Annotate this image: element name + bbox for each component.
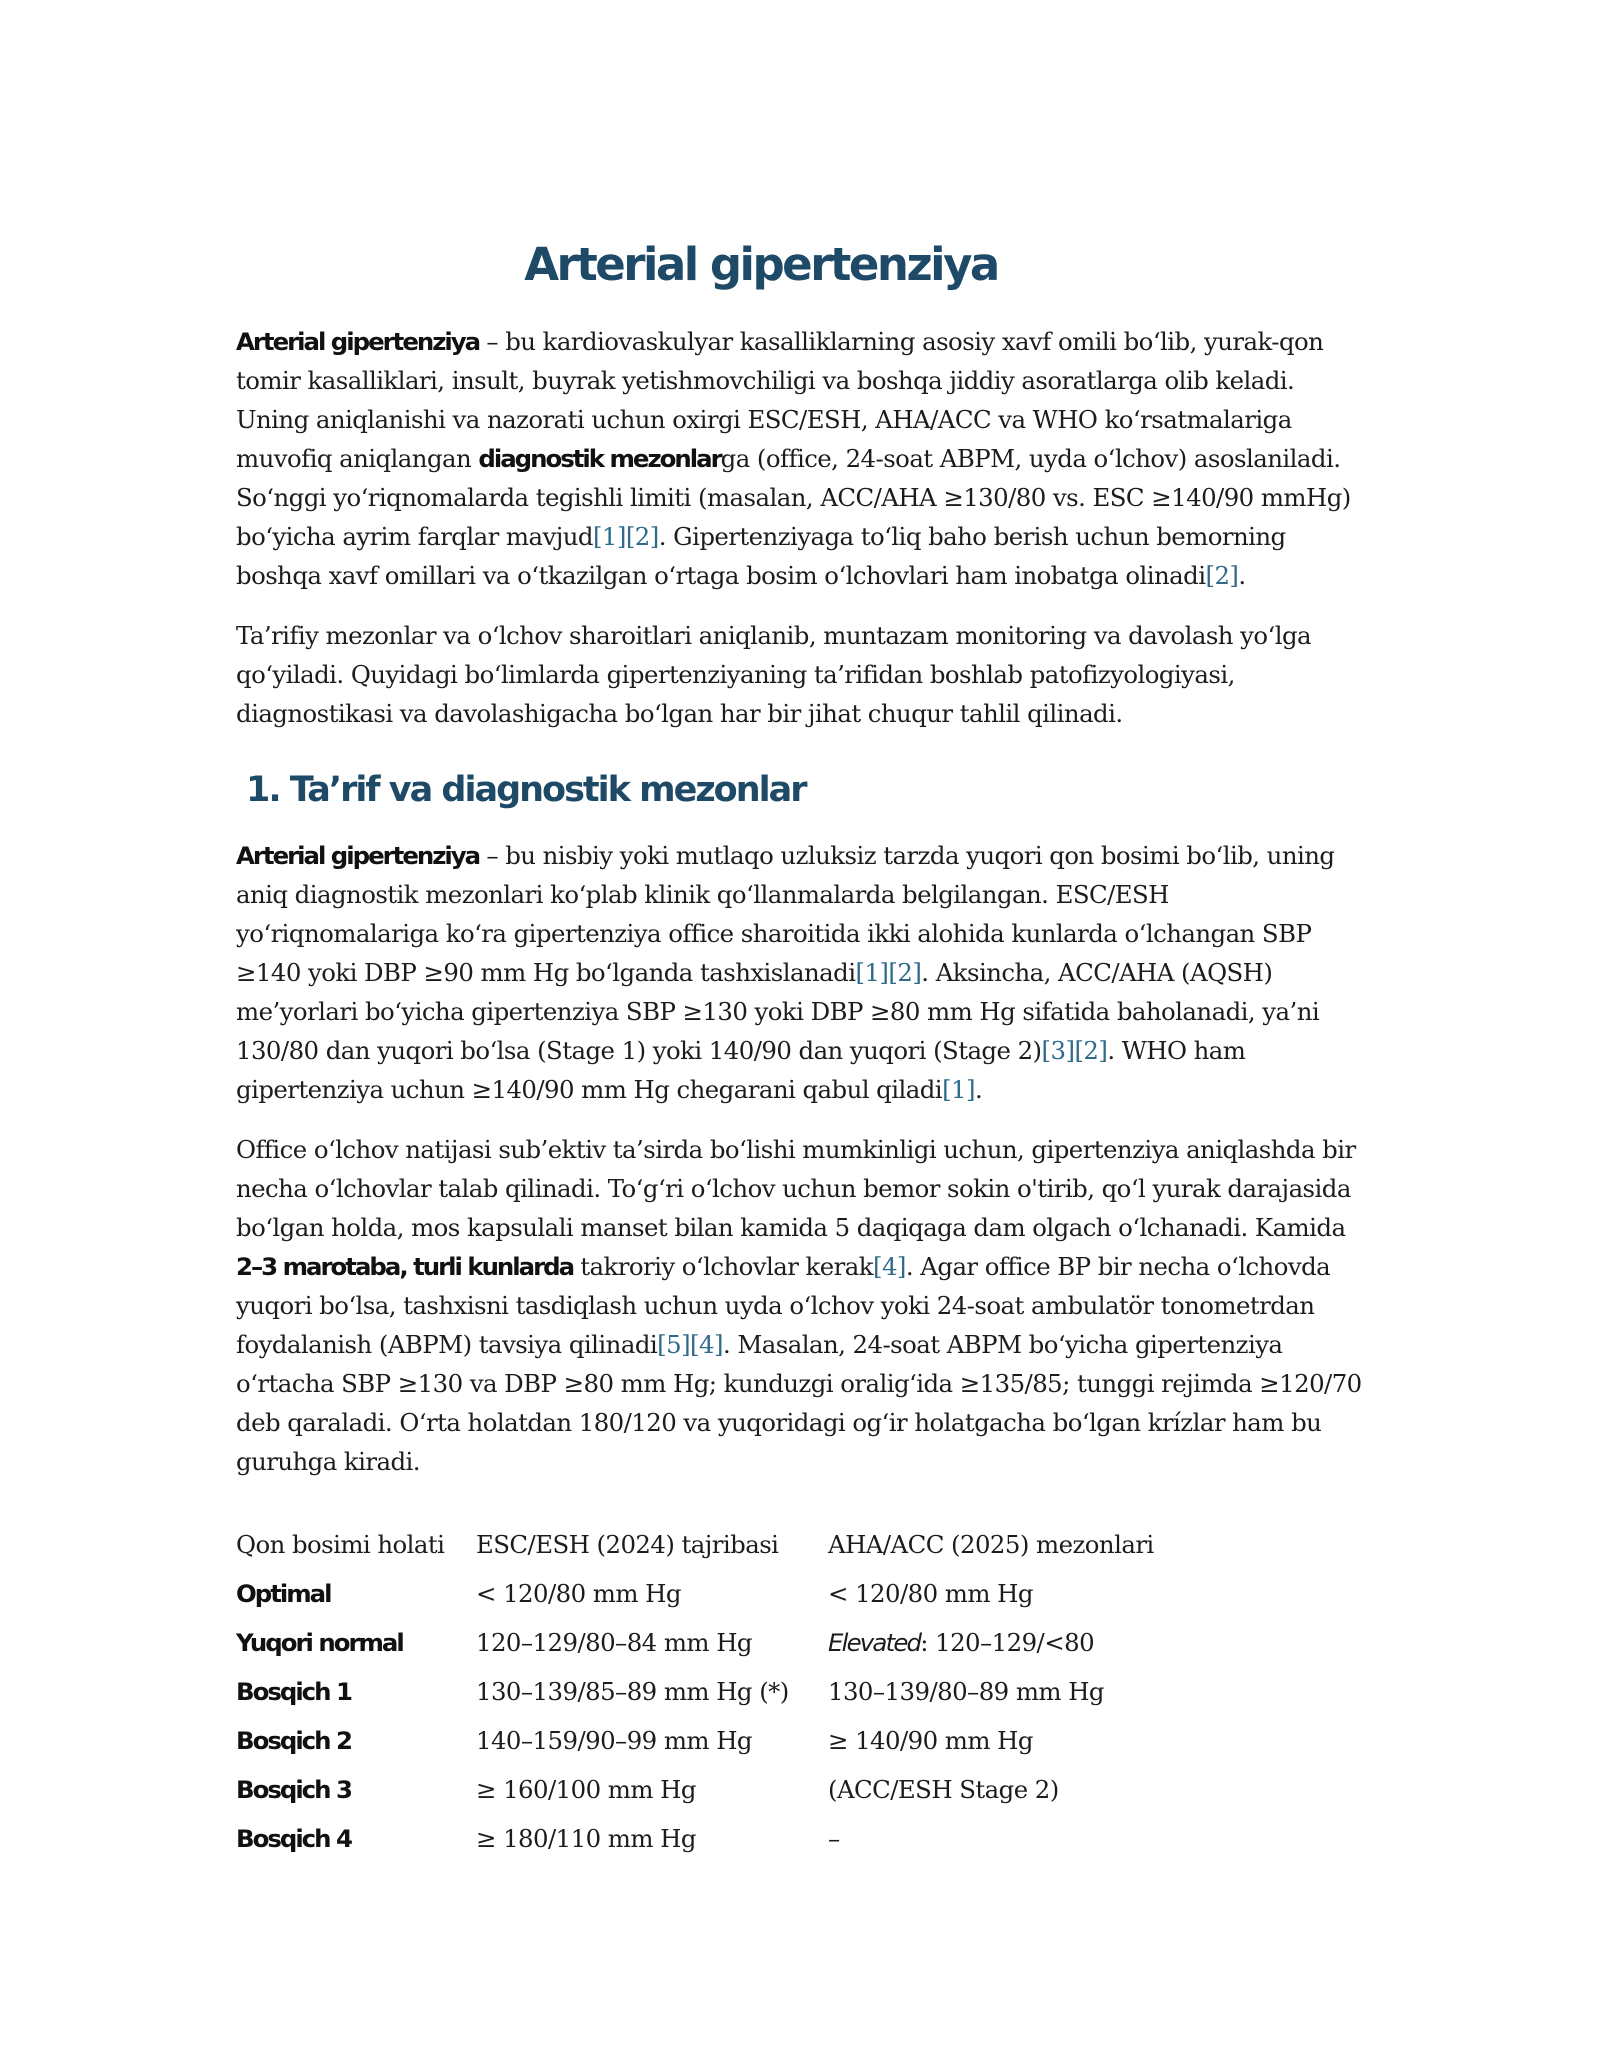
aha-cell: [828, 1814, 1188, 1863]
aha-cell: [828, 1569, 1188, 1618]
text-run: . Gipertenziyaga to‘liq baho berish uchun bemorning boshqa xavf omillari va o‘tkazilgan o‘rtaga bosim o‘lchovlari ham inobatga olinadi: [236, 522, 1286, 590]
citation-link[interactable]: [2]: [1074, 1036, 1108, 1065]
stage-cell: Bosqich 4: [236, 1824, 351, 1853]
stage-cell: Yuqori normal: [236, 1628, 403, 1657]
esc-cell: 130–139/85–89 mm Hg (*): [476, 1677, 789, 1706]
table-row: [236, 1814, 1188, 1863]
text-run: takroriy o‘lchovlar kerak: [573, 1252, 873, 1281]
bp-classification-table: [236, 1520, 1188, 1863]
citation-link[interactable]: [1]: [942, 1075, 975, 1104]
text-run: – bu nisbiy yoki mutlaqo uzluksiz tarzda yuqori qon bosimi bo‘lib, uning aniq diagnostik mezonlari ko‘plab klinik qo‘llanmalarda belgilangan. ESC/ESH yo‘riqnomalariga ko‘ra gipertenziya office sharoitida ikki alohida kunlarda o‘lchangan SBP ≥140 yoki DBP ≥90 mm Hg bo‘lganda tashxislanadi: [236, 841, 1335, 987]
esc-cell: ≥ 160/100 mm Hg: [476, 1775, 696, 1804]
column-header: ESC/ESH (2024) tajribasi: [476, 1530, 779, 1559]
aha-value: 130–139/80–89 mm Hg: [828, 1677, 1104, 1706]
aha-cell: [828, 1667, 1188, 1716]
intro-paragraph-2: Ta’rifiy mezonlar va o‘lchov sharoitlari aniqlanib, muntazam monitoring va davolash yo‘lga qo‘yiladi. Quyidagi bo‘limlarda gipertenziyaning ta’rifidan boshlab patofizyologiyasi, diagnostikasi va davolashigacha bo‘lgan har bir jihat chuqur tahlil qilinadi.: [236, 621, 1312, 728]
table-row: [236, 1667, 1188, 1716]
citation-link[interactable]: [1]: [855, 958, 889, 987]
aha-value: < 120/80 mm Hg: [828, 1579, 1033, 1608]
esc-cell: < 120/80 mm Hg: [476, 1579, 681, 1608]
table-row: [236, 1569, 1188, 1618]
text-run: . WHO ham gipertenziya uchun ≥140/90 mm Hg chegarani qabul qiladi: [236, 1036, 1246, 1104]
text-run: .: [1238, 561, 1246, 590]
text-run: ga (office, 24-soat ABPM, uyda o‘lchov) asoslaniladi. So‘nggi yo‘riqnomalarda tegishli limiti (masalan, ACC/AHA ≥130/80 vs. ESC ≥140/90 mmHg) bo‘yicha ayrim farqlar mavjud: [236, 444, 1351, 551]
table-row: [236, 1716, 1188, 1765]
table-row: [236, 1765, 1188, 1814]
aha-cell: [828, 1716, 1188, 1765]
aha-emphasis: Elevated: [828, 1628, 921, 1657]
aha-value: –: [828, 1824, 840, 1853]
table-row: [236, 1618, 1188, 1667]
aha-value: : 120–129/<80: [920, 1628, 1095, 1657]
table-header-row: [236, 1520, 1188, 1569]
text-run: – bu kardiovaskulyar kasalliklarning asosiy xavf omili bo‘lib, yurak-qon tomir kasalliklari, insult, buyrak yetishmovchiligi va boshqa jiddiy asoratlarga olib keladi. Uning aniqlanishi va nazorati uchun oxirgi ESC/ESH, AHA/ACC va WHO ko‘rsatmalariga muvofiq aniqlangan: [236, 327, 1324, 473]
section1-paragraph-2: [236, 1130, 1366, 1481]
citation-link[interactable]: [1]: [592, 522, 626, 551]
section1-paragraph-1: [236, 836, 1366, 1109]
text-run: . Masalan, 24-soat ABPM bo‘yicha gipertenziya o‘rtacha SBP ≥130 va DBP ≥80 mm Hg; kunduzgi oralig‘ida ≥135/85; tunggi rejimda ≥120/70 deb qaraladi. O‘rta holatdan 180/120 va yuqoridagi og‘ir holatgacha bo‘lgan krízlar ham bu guruhga kiradi.: [236, 1330, 1362, 1476]
citation-link[interactable]: [4]: [690, 1330, 723, 1359]
aha-cell: [828, 1618, 1188, 1667]
term-diagnostik-mezonlar: diagnostik mezonlar: [478, 444, 721, 473]
citation-link[interactable]: [3]: [1041, 1036, 1075, 1065]
citation-link[interactable]: [5]: [657, 1330, 691, 1359]
column-header: AHA/ACC (2025) mezonlari: [828, 1530, 1154, 1559]
intro-paragraph-1: [236, 322, 1366, 595]
citation-link[interactable]: [2]: [888, 958, 922, 987]
text-run: . Aksincha, ACC/AHA (AQSH) me’yorlari bo‘yicha gipertenziya SBP ≥130 yoki DBP ≥80 mm Hg sifatida baholanadi, ya’ni 130/80 dan yuqori bo‘lsa (Stage 1) yoki 140/90 dan yuqori (Stage 2): [236, 958, 1320, 1065]
stage-cell: Optimal: [236, 1579, 331, 1608]
section-heading: 1. Ta’rif va diagnostik mezonlar: [246, 770, 806, 810]
column-header: Qon bosimi holati: [236, 1530, 445, 1559]
text-run: Office o‘lchov natijasi sub’ektiv ta’sirda bo‘lishi mumkinligi uchun, gipertenziya aniqlashda bir necha o‘lchovlar talab qilinadi. To‘g‘ri o‘lchov uchun bemor sokin o'tirib, qo‘l yurak darajasida bo‘lgan holda, mos kapsulali manset bilan kamida 5 daqiqaga dam olgach o‘lchanadi. Kamida: [236, 1135, 1356, 1242]
esc-cell: 120–129/80–84 mm Hg: [476, 1628, 752, 1657]
document-title: Arterial gipertenziya: [524, 238, 998, 291]
term-marotaba: 2–3 marotaba, turli kunlarda: [236, 1252, 574, 1281]
stage-cell: Bosqich 1: [236, 1677, 351, 1706]
term-arterial-gipertenziya: Arterial gipertenziya: [236, 841, 480, 870]
citation-link[interactable]: [2]: [1205, 561, 1239, 590]
citation-link[interactable]: [4]: [873, 1252, 906, 1281]
term-arterial-gipertenziya: Arterial gipertenziya: [236, 327, 480, 356]
stage-cell: Bosqich 2: [236, 1726, 351, 1755]
esc-cell: 140–159/90–99 mm Hg: [476, 1726, 752, 1755]
text-run: . Agar office BP bir necha o‘lchovda yuqori bo‘lsa, tashxisni tasdiqlash uchun uyda o‘lchov yoki 24-soat ambulatör tonometrdan foydalanish (ABPM) tavsiya qilinadi: [236, 1252, 1331, 1359]
aha-value: ≥ 140/90 mm Hg: [828, 1726, 1033, 1755]
text-run: .: [974, 1075, 983, 1104]
stage-cell: Bosqich 3: [236, 1775, 351, 1804]
aha-value: (ACC/ESH Stage 2): [828, 1775, 1059, 1804]
citation-link[interactable]: [2]: [625, 522, 659, 551]
aha-cell: [828, 1765, 1188, 1814]
esc-cell: ≥ 180/110 mm Hg: [476, 1824, 696, 1853]
